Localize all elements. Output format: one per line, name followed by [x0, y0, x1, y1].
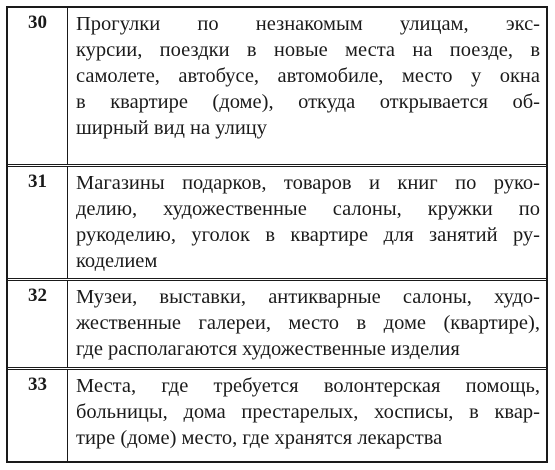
text-line: рукоделию, уголок в квартире для занятий ру- — [76, 224, 540, 246]
table — [6, 6, 548, 463]
text-line: коделием — [76, 250, 158, 272]
row-number: 33 — [8, 370, 68, 461]
text-line: Прогулки по незнакомым улицам, экс- — [76, 13, 540, 35]
text-line: жественные галереи, место в доме (квартире), — [76, 312, 540, 334]
text-line: Места, где требуется волонтерская помощь, — [76, 375, 540, 397]
text-line: тире (доме) место, где хранятся лекарства — [76, 427, 443, 449]
text-line: в квартире (доме), откуда открывается об- — [76, 91, 540, 113]
text-line: больницы, дома престарелых, хосписы, в квар- — [76, 401, 540, 423]
row-number: 32 — [8, 281, 68, 367]
text-line: делию, художественные салоны, кружки по — [76, 198, 540, 220]
text-line: где располагаются художественные изделия — [76, 338, 460, 360]
row-number: 30 — [8, 8, 68, 164]
row-number: 31 — [8, 167, 68, 278]
table-row — [8, 370, 546, 461]
table-row — [8, 167, 546, 281]
row-text — [76, 281, 540, 362]
row-text — [76, 167, 540, 274]
text-line: ширный вид на улицу — [76, 117, 268, 139]
table-row — [8, 8, 546, 167]
row-text — [76, 8, 540, 141]
row-text — [76, 370, 540, 451]
text-line: курсии, поездки в новые места на поезде, в — [76, 39, 540, 61]
text-line: самолете, автобусе, автомобиле, место у окна — [76, 65, 540, 87]
table-row — [8, 281, 546, 370]
text-line: Магазины подарков, товаров и книг по руко- — [76, 172, 540, 194]
text-line: Музеи, выставки, антикварные салоны, худо- — [76, 286, 540, 308]
